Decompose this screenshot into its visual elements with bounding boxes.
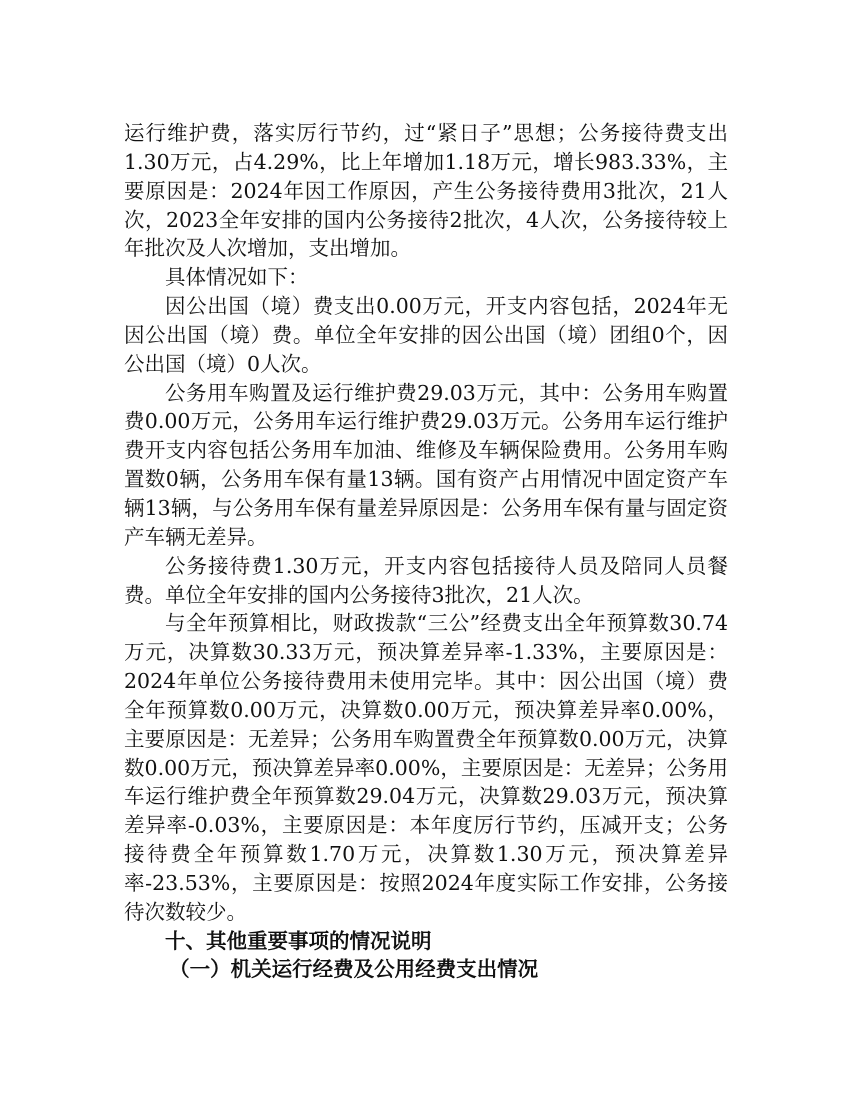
paragraph-official-reception: 公务接待费1.30万元，开支内容包括接待人员及陪同人员餐费。单位全年安排的国内公务接待3批次，21人次。 [124, 553, 728, 607]
paragraph-continuation: 运行维护费，落实厉行节约，过“紧日子”思想；公务接待费支出1.30万元，占4.29%，比上年增加1.18万元，增长983.33%，主要原因是：2024年因工作原因，产生公务接待费用3批次，21人次，2023全年安排的国内公务接待2批次，4人次，公务接待较上年批次及人次增加，支出增加。 [124, 121, 728, 261]
section-heading: 十、其他重要事项的情况说明 [165, 928, 432, 953]
paragraph-overseas-travel: 因公出国（境）费支出0.00万元，开支内容包括，2024年无因公出国（境）费。单位全年安排的因公出国（境）团组0个，因公出国（境）0人次。 [124, 294, 728, 376]
paragraph-budget-comparison: 与全年预算相比，财政拨款“三公”经费支出全年预算数30.74万元，决算数30.33万元，预决算差异率-1.33%，主要原因是：2024年单位公务接待费用未使用完毕。其中：因公出国（境）费全年预算数0.00万元，决算数0.00万元，预决算差异率0.00%，主要原因是：无差异；公务用车购置费全年预算数0.00万元，决算数0.00万元，预决算差异率0.00%，主要原因是：无差异；公务用车运行维护费全年预算数29.04万元，决算数29.03万元，预决算差异率-0.03%，主要原因是：本年度厉行节约，压减开支；公务接待费全年预算数1.70万元，决算数1.30万元，预决算差异率-23.53%，主要原因是：按照2024年度实际工作安排，公务接待次数较少。 [124, 611, 728, 924]
paragraph-intro: 具体情况如下： [165, 265, 309, 290]
paragraph-official-vehicles: 公务用车购置及运行维护费29.03万元，其中：公务用车购置费0.00万元，公务用车运行维护费29.03万元。公务用车运行维护费开支内容包括公务用车加油、维修及车辆保险费用。公务用车购置数0辆，公务用车保有量13辆。国有资产占用情况中固定资产车辆13辆，与公务用车保有量差异原因是：公务用车保有量与固定资产车辆无差异。 [124, 380, 728, 549]
document-page [124, 119, 728, 984]
subsection-heading: （一）机关运行经费及公用经费支出情况 [169, 957, 539, 982]
